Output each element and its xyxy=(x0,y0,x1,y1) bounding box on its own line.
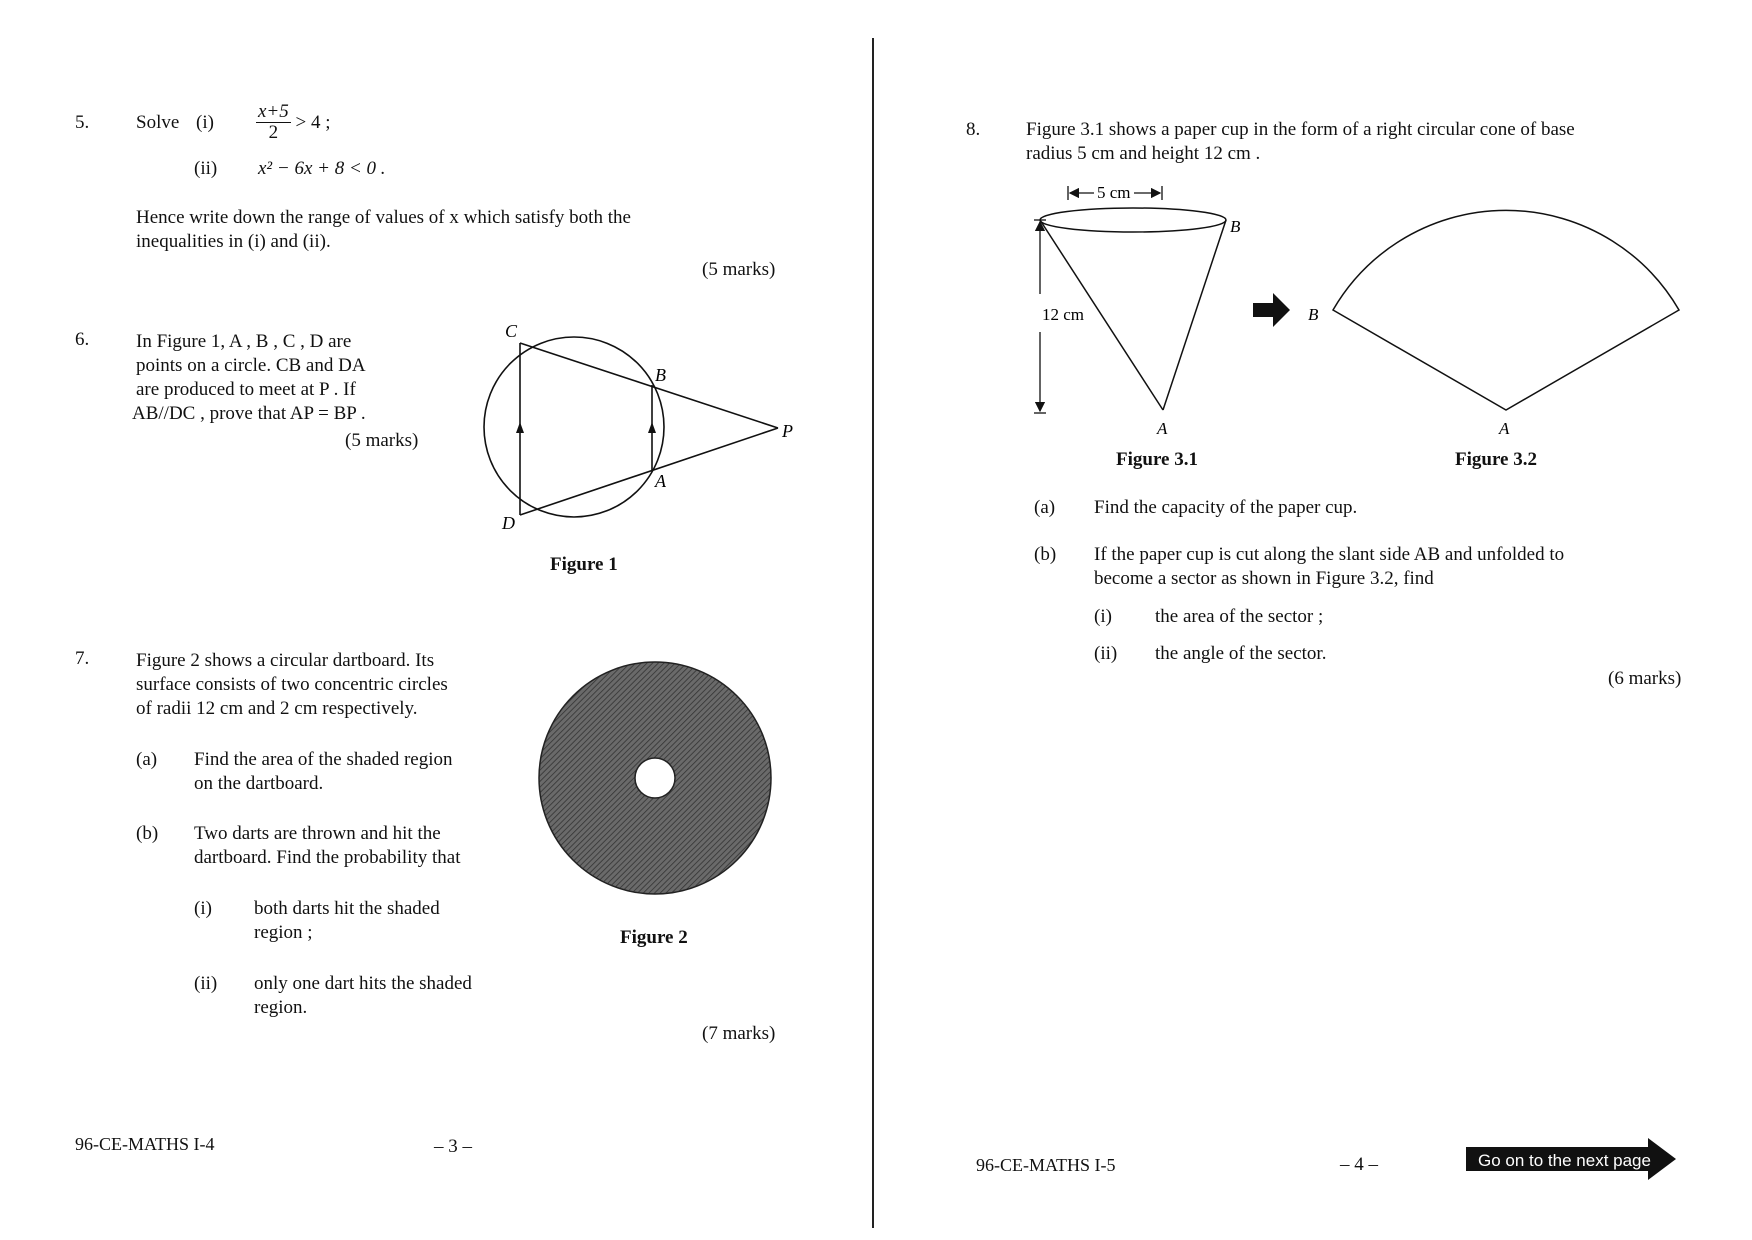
q8-intro-line-2: radius 5 cm and height 12 cm . xyxy=(1026,143,1261,164)
q7-intro-line-3: of radii 12 cm and 2 cm respectively. xyxy=(136,698,418,719)
figure-1-diagram xyxy=(450,315,810,545)
q8-bii-label: (ii) xyxy=(1094,643,1118,664)
next-page-label: Go on to the next page xyxy=(1478,1151,1651,1170)
q7-a-label: (a) xyxy=(136,749,158,770)
figure-3-2-caption: Figure 3.2 xyxy=(1455,449,1537,470)
q7-intro-line-1: Figure 2 shows a circular dartboard. Its xyxy=(136,650,435,671)
transform-arrow-icon xyxy=(1253,293,1290,327)
q8-marks: (6 marks) xyxy=(1608,668,1682,689)
label-d: D xyxy=(502,513,515,533)
cone-right-side xyxy=(1163,220,1226,410)
parallel-arrow-dc xyxy=(516,422,524,433)
q6-number: 6. xyxy=(75,329,90,350)
q8-b-line-1: If the paper cup is cut along the slant side AB and unfolded to xyxy=(1094,544,1565,565)
q7-bii-label: (ii) xyxy=(194,973,218,994)
q8-intro-line-1: Figure 3.1 shows a paper cup in the form of a right circular cone of base xyxy=(1026,119,1575,140)
cone-label-a: A xyxy=(1157,419,1168,438)
q5-fraction-numerator: x+5 xyxy=(258,101,289,122)
line-dp xyxy=(520,428,778,515)
line-cp xyxy=(520,343,778,428)
right-page-number: – 4 – xyxy=(1340,1154,1378,1175)
radius-label: 5 cm xyxy=(1097,183,1131,202)
q5-marks: (5 marks) xyxy=(702,259,776,280)
dartboard-inner-circle xyxy=(635,758,675,798)
q8-b-line-2: become a sector as shown in Figure 3.2, find xyxy=(1094,568,1434,589)
left-page-number: – 3 – xyxy=(434,1136,472,1157)
q6-line-2: points on a circle. CB and DA xyxy=(136,355,366,376)
right-footer-code: 96-CE-MATHS I-5 xyxy=(976,1155,1116,1175)
q5-solve-label: Solve xyxy=(136,112,180,133)
figure-3-1-caption: Figure 3.1 xyxy=(1116,449,1198,470)
q7-bii-line-1: only one dart hits the shaded xyxy=(254,973,472,994)
q5-part-i-expression xyxy=(256,102,331,143)
q8-number: 8. xyxy=(966,119,981,140)
label-c: C xyxy=(505,321,518,341)
q6-marks: (5 marks) xyxy=(345,430,419,451)
q7-a-line-2: on the dartboard. xyxy=(194,773,324,794)
figure-2-dartboard xyxy=(530,655,780,905)
figure-2-caption: Figure 2 xyxy=(620,927,688,948)
q7-number: 7. xyxy=(75,648,90,669)
page-divider xyxy=(872,38,874,1228)
figure-1-circle xyxy=(484,337,664,517)
q7-bii-line-2: region. xyxy=(254,997,308,1018)
label-p: P xyxy=(782,421,793,441)
sector-shape xyxy=(1333,210,1679,410)
q7-b-line-1: Two darts are thrown and hit the xyxy=(194,823,441,844)
q8-a-text: Find the capacity of the paper cup. xyxy=(1094,497,1358,518)
height-label: 12 cm xyxy=(1042,305,1085,324)
q6-line-4: AB//DC , prove that AP = BP . xyxy=(132,403,366,424)
q7-a-line-1: Find the area of the shaded region xyxy=(194,749,453,770)
parallel-arrow-ab xyxy=(648,422,656,433)
label-a: A xyxy=(655,471,666,491)
q6-line-1: In Figure 1, A , B , C , D are xyxy=(136,331,352,352)
q7-b-line-2: dartboard. Find the probability that xyxy=(194,847,461,868)
q5-part-ii-label: (ii) xyxy=(194,158,218,179)
cone-rim xyxy=(1040,208,1226,232)
q7-intro-line-2: surface consists of two concentric circles xyxy=(136,674,448,695)
figure-3-diagrams xyxy=(1030,178,1700,438)
cone-label-b: B xyxy=(1230,217,1241,236)
label-b: B xyxy=(655,365,666,385)
q8-a-label: (a) xyxy=(1034,497,1056,518)
figure-1-caption: Figure 1 xyxy=(550,554,618,575)
q5-fraction xyxy=(256,102,291,143)
q6-line-3: are produced to meet at P . If xyxy=(136,379,356,400)
q8-bi-label: (i) xyxy=(1094,606,1112,627)
q5-part-i-rest: > 4 ; xyxy=(295,112,331,133)
left-footer-code: 96-CE-MATHS I-4 xyxy=(75,1134,215,1154)
sector-label-a: A xyxy=(1499,419,1510,438)
q7-b-label: (b) xyxy=(136,823,159,844)
q8-bi-text: the area of the sector ; xyxy=(1155,606,1324,627)
q8-bii-text: the angle of the sector. xyxy=(1155,643,1327,664)
q5-hence-line-1: Hence write down the range of values of x which satisfy both the xyxy=(136,207,631,228)
q7-marks: (7 marks) xyxy=(702,1023,776,1044)
next-page-button[interactable] xyxy=(1466,1138,1676,1180)
q5-fraction-denominator: 2 xyxy=(268,122,279,143)
sector-label-b: B xyxy=(1308,305,1319,324)
q5-number: 5. xyxy=(75,112,90,133)
q7-bi-label: (i) xyxy=(194,898,212,919)
q7-bi-line-2: region ; xyxy=(254,922,313,943)
q5-part-ii-expression: x² − 6x + 8 < 0 . xyxy=(258,158,386,179)
q7-bi-line-1: both darts hit the shaded xyxy=(254,898,440,919)
q5-part-i-label: (i) xyxy=(196,112,214,133)
q5-hence-line-2: inequalities in (i) and (ii). xyxy=(136,231,331,252)
q8-b-label: (b) xyxy=(1034,544,1057,565)
